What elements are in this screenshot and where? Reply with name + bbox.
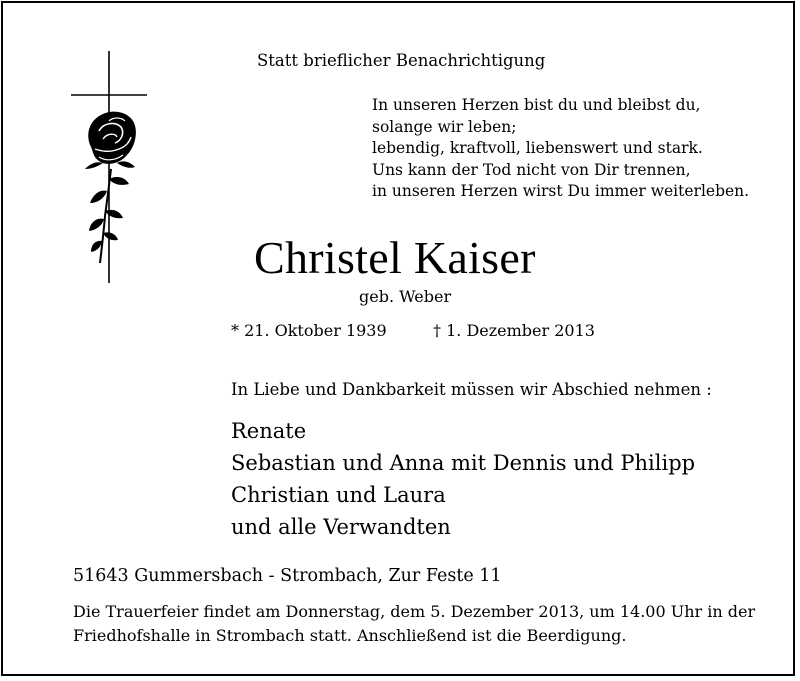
cross-with-rose-icon — [69, 51, 153, 283]
deceased-name: Christel Kaiser — [254, 232, 536, 283]
farewell-line: In Liebe und Dankbarkeit müssen wir Abschied nehmen : — [231, 380, 712, 399]
service-line: Friedhofshalle in Strombach statt. Anschließend ist die Beerdigung. — [73, 626, 627, 645]
poem-line: in unseren Herzen wirst Du immer weiterleben. — [372, 182, 750, 200]
poem-line: lebendig, kraftvoll, liebenswert und stark. — [372, 139, 703, 157]
poem-line: solange wir leben; — [372, 117, 517, 136]
maiden-name: geb. Weber — [359, 287, 452, 306]
poem — [372, 95, 749, 203]
family-address: 51643 Gummersbach - Strombach, Zur Feste 11 — [73, 566, 502, 586]
death-date: † 1. Dezember 2013 — [433, 321, 595, 340]
notice-header: Statt brieflicher Benachrichtigung — [257, 51, 546, 70]
service-info — [73, 600, 755, 648]
mourner: Renate — [231, 419, 307, 443]
service-line: Die Trauerfeier findet am Donnerstag, dem 5. Dezember 2013, um 14.00 Uhr in der — [73, 602, 756, 621]
poem-line: In unseren Herzen bist du und bleibst du, — [372, 96, 701, 114]
poem-line: Uns kann der Tod nicht von Dir trennen, — [372, 160, 691, 179]
birth-date: * 21. Oktober 1939 — [231, 321, 387, 340]
mourner: und alle Verwandten — [231, 515, 451, 539]
obituary-notice — [1, 1, 795, 676]
mourner: Christian und Laura — [231, 483, 446, 507]
mourners-list — [231, 415, 695, 543]
mourner: Sebastian und Anna mit Dennis und Philipp — [231, 451, 696, 475]
